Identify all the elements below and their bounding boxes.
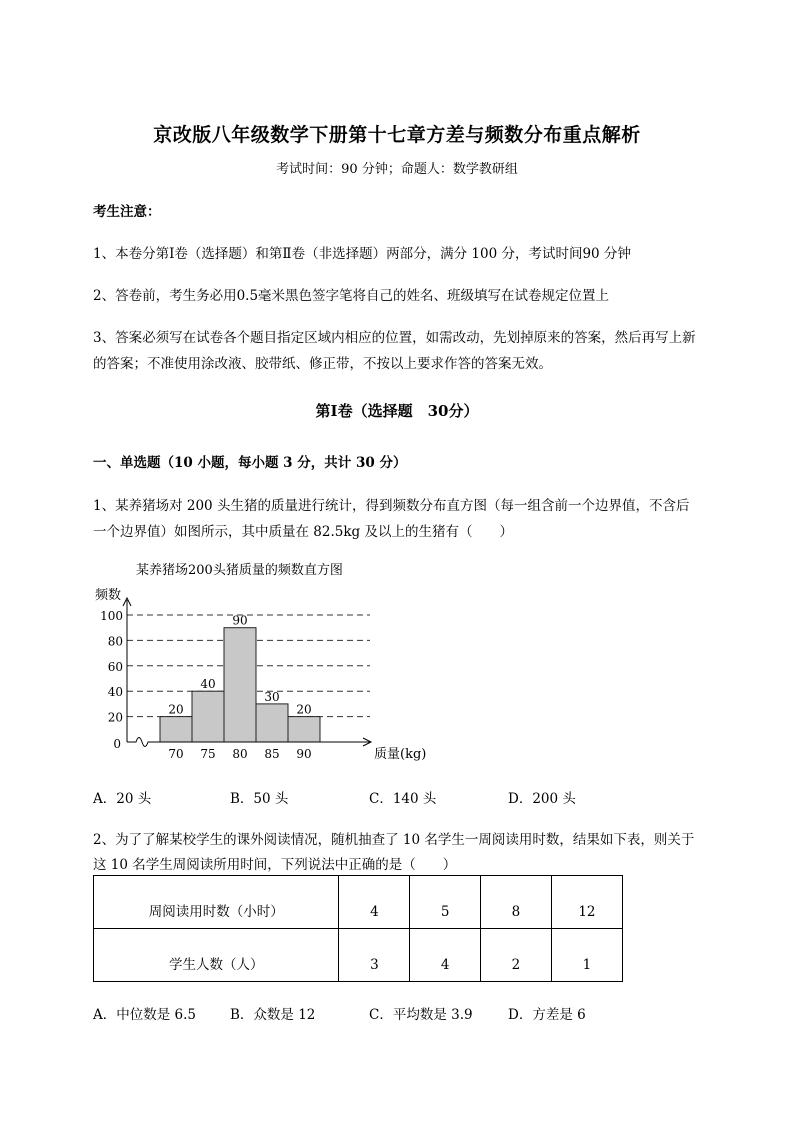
q2-option-b[interactable]: B．众数是 12 bbox=[230, 1007, 316, 1023]
x-tick-label: 75 bbox=[200, 747, 216, 761]
table-cell: 8 bbox=[481, 876, 552, 929]
reading-time-table bbox=[93, 875, 623, 982]
bars bbox=[160, 628, 320, 742]
histogram-bar bbox=[224, 628, 256, 742]
bar-value-label: 90 bbox=[232, 613, 248, 628]
table-cell: 2 bbox=[481, 929, 552, 982]
table-row bbox=[94, 929, 623, 982]
y-tick-label: 40 bbox=[107, 685, 123, 700]
notice-item-3: 3、答案必须写在试卷各个题目指定区域内相应的位置，如需改动，先划掉原来的答案，然后再写上新 bbox=[93, 330, 696, 346]
chart-ylabel: 频数 bbox=[95, 588, 122, 603]
q1-text-line2: 一个边界值）如图所示，其中质量在 82.5kg 及以上的生猪有（ ） bbox=[93, 524, 513, 540]
q2-option-a[interactable]: A．中位数是 6.5 bbox=[93, 1007, 197, 1023]
bar-value-label: 20 bbox=[296, 702, 312, 717]
q1-option-c[interactable]: C．140 头 bbox=[369, 791, 437, 807]
part-heading: 一、单选题（10 小题，每小题 3 分，共计 30 分） bbox=[93, 455, 407, 471]
notice-item-2: 2、答卷前，考生务必用0.5毫米黑色签字笔将自己的姓名、班级填写在试卷规定位置上 bbox=[93, 288, 610, 304]
bar-value-label: 20 bbox=[168, 702, 184, 717]
chart-title: 某养猪场200头猪质量的频数直方图 bbox=[136, 563, 343, 578]
q2-option-d[interactable]: D．方差是 6 bbox=[508, 1007, 586, 1023]
q2-text-line2: 这 10 名学生周阅读所用时间，下列说法中正确的是（ ） bbox=[93, 857, 457, 873]
q2-text-line1: 2、为了了解某校学生的课外阅读情况，随机抽查了 10 名学生一周阅读用时数，结果如下表，则关于 bbox=[93, 832, 695, 848]
q1-option-d[interactable]: D．200 头 bbox=[508, 791, 576, 807]
x-tick-label: 85 bbox=[264, 747, 280, 761]
exam-info: 考试时间：90 分钟；命题人：数学教研组 bbox=[276, 162, 518, 177]
table-row bbox=[94, 876, 623, 929]
page-title: 京改版八年级数学下册第十七章方差与频数分布重点解析 bbox=[153, 124, 641, 146]
chart-xlabel: 质量(kg) bbox=[374, 747, 427, 762]
table-cell: 5 bbox=[410, 876, 481, 929]
y-tick-label: 100 bbox=[100, 609, 123, 623]
origin-label: 0 bbox=[113, 737, 121, 751]
histogram-bar bbox=[160, 717, 192, 742]
histogram-bar bbox=[256, 704, 288, 742]
y-tick-label: 20 bbox=[107, 710, 123, 725]
histogram-bar bbox=[288, 717, 320, 742]
y-tick-label: 80 bbox=[107, 634, 123, 649]
x-tick-label: 80 bbox=[232, 747, 248, 761]
histogram-bar bbox=[192, 691, 224, 742]
table-cell: 4 bbox=[410, 929, 481, 982]
y-tick-label: 60 bbox=[107, 659, 123, 674]
q2-option-c[interactable]: C．平均数是 3.9 bbox=[369, 1007, 473, 1023]
notice-item-3-cont: 的答案；不准使用涂改液、胶带纸、修正带，不按以上要求作答的答案无效。 bbox=[93, 356, 552, 372]
notice-item-1: 1、本卷分第Ⅰ卷（选择题）和第Ⅱ卷（非选择题）两部分，满分 100 分，考试时间90 分钟 bbox=[93, 246, 631, 262]
table-cell: 3 bbox=[339, 929, 410, 982]
table-row-label: 周阅读用时数（小时） bbox=[94, 876, 339, 929]
table-row-label: 学生人数（人） bbox=[94, 929, 339, 982]
x-tick-label: 70 bbox=[168, 747, 184, 761]
bar-value-label: 30 bbox=[264, 689, 280, 704]
section-title: 第Ⅰ卷（选择题 30分） bbox=[315, 402, 479, 420]
bar-value-label: 40 bbox=[200, 677, 216, 692]
table-cell: 4 bbox=[339, 876, 410, 929]
q1-text-line1: 1、某养猪场对 200 头生猪的质量进行统计，得到频数分布直方图（每一组含前一个边界值，不含后 bbox=[93, 498, 690, 514]
table-cell: 1 bbox=[551, 929, 622, 982]
x-tick-label: 90 bbox=[296, 747, 312, 761]
table-cell: 12 bbox=[551, 876, 622, 929]
histogram-chart bbox=[80, 552, 460, 774]
notice-heading: 考生注意： bbox=[93, 204, 161, 220]
q1-option-b[interactable]: B．50 头 bbox=[230, 791, 289, 807]
q1-option-a[interactable]: A．20 头 bbox=[93, 791, 152, 807]
